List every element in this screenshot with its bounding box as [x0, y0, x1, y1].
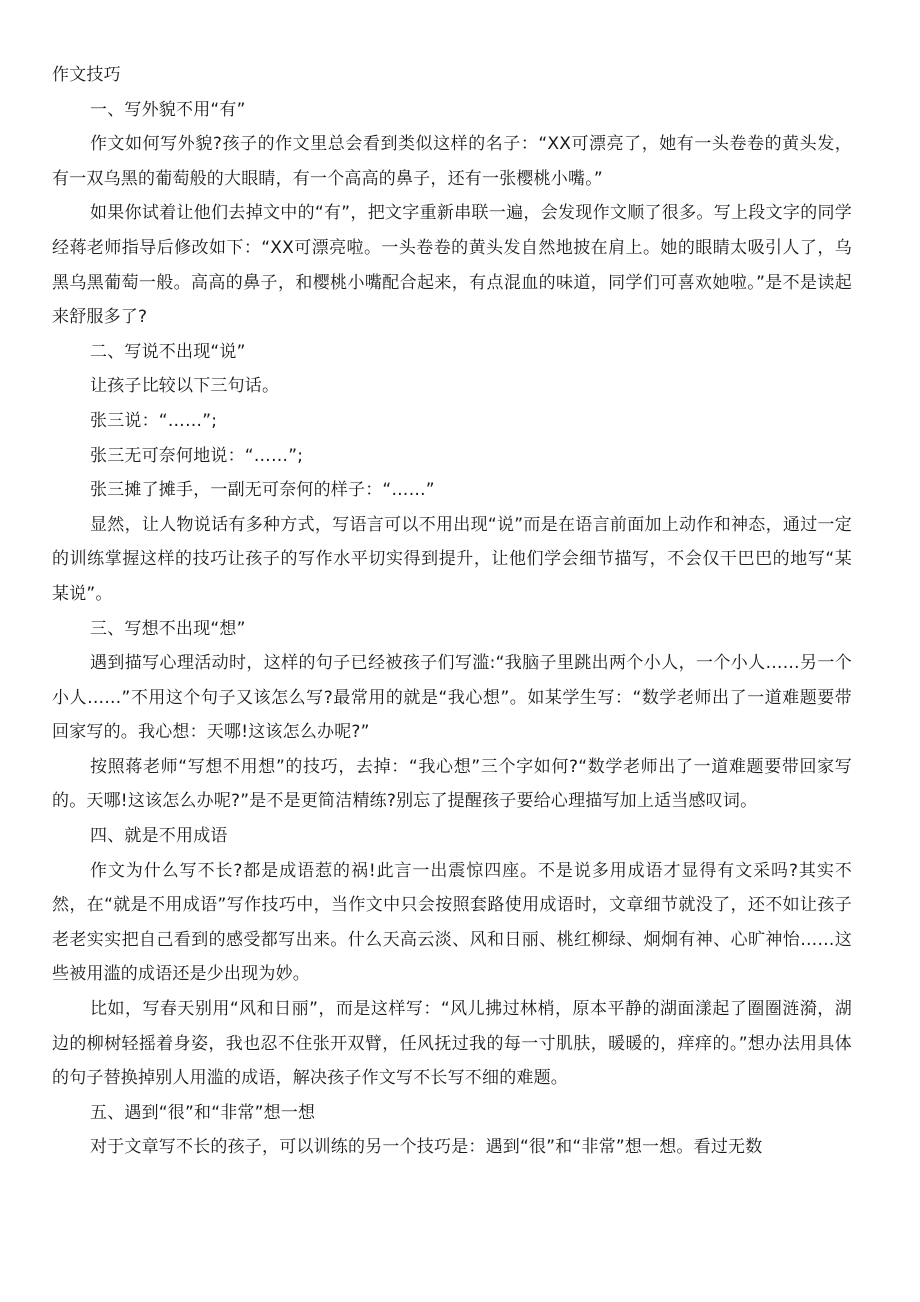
paragraph: 作文如何写外貌?孩子的作文里总会看到类似这样的名子：“XX可漂亮了，她有一头卷卷的黄头发，有一双乌黑的葡萄般的大眼睛，有一个高高的鼻子，还有一张樱桃小嘴。” [52, 134, 852, 189]
paragraph: 显然，让人物说话有多种方式，写语言可以不用出现“说”而是在语言前面加上动作和神态，通过一定的训练掌握这样的技巧让孩子的写作水平切实得到提升，让他们学会细节描写，不会仅干巴巴的地写“某某说”。 [52, 514, 852, 604]
paragraph: 作文为什么写不长?都是成语惹的祸!此言一出震惊四座。不是说多用成语才显得有文采吗?其实不然，在“就是不用成语”写作技巧中，当作文中只会按照套路使用成语时，文章细节就没了，还不如让孩子老老实实把自己看到的感受都写出来。什么天高云淡、风和日丽、桃红柳绿、炯炯有神、心旷神怡……这些被用滥的成语还是少出现为妙。 [52, 860, 852, 985]
example-sentence: 张三无可奈何地说：“……”; [90, 445, 304, 466]
paragraph: 比如，写春天别用“风和日丽”，而是这样写：“风儿拂过林梢，原本平静的湖面漾起了圈圈涟漪，湖边的柳树轻摇着身姿，我也忍不住张开双臂，任风抚过我的每一寸肌肤，暖暖的，痒痒的。”想办法用具体的句子替换掉别人用滥的成语，解决孩子作文写不长写不细的难题。 [52, 999, 852, 1089]
document-body [52, 58, 852, 1165]
paragraph: 遇到描写心理活动时，这样的句子已经被孩子们写滥:“我脑子里跳出两个小人，一个小人……另一个小人……”不用这个句子又该怎么写?最常用的就是“我心想”。如某学生写：“数学老师出了一道难题要带回家写的。我心想：天哪!这该怎么办呢?” [52, 653, 852, 743]
paragraph: 按照蒋老师“写想不用想”的技巧，去掉：“我心想”三个字如何?“数学老师出了一道难题要带回家写的。天哪!这该怎么办呢?”是不是更简洁精练?别忘了提醒孩子要给心理描写加上适当感叹词。 [52, 756, 852, 812]
paragraph: 让孩子比较以下三句话。 [90, 376, 280, 397]
section-heading-5: 五、遇到“很”和“非常”想一想 [90, 1102, 316, 1123]
paragraph: 对于文章写不长的孩子，可以训练的另一个技巧是：遇到“很”和“非常”想一想。看过无数 [90, 1137, 763, 1158]
section-heading-2: 二、写说不出现“说” [90, 341, 246, 362]
section-heading-4: 四、就是不用成语 [90, 826, 228, 847]
paragraph: 如果你试着让他们去掉文中的“有”，把文字重新串联一遍，会发现作文顺了很多。写上段文字的同学经蒋老师指导后修改如下：“XX可漂亮啦。一头卷卷的黄头发自然地披在肩上。她的眼睛太吸引人了，乌黑乌黑葡萄一般。高高的鼻子，和樱桃小嘴配合起来，有点混血的味道，同学们可喜欢她啦。”是不是读起来舒服多了? [52, 203, 852, 328]
section-heading-1: 一、写外貌不用“有” [90, 99, 246, 120]
example-sentence: 张三摊了摊手，一副无可奈何的样子：“……” [90, 480, 435, 501]
example-sentence: 张三说：“……”; [90, 410, 218, 431]
section-heading-3: 三、写想不出现“想” [90, 618, 246, 639]
document-title: 作文技巧 [52, 65, 121, 85]
